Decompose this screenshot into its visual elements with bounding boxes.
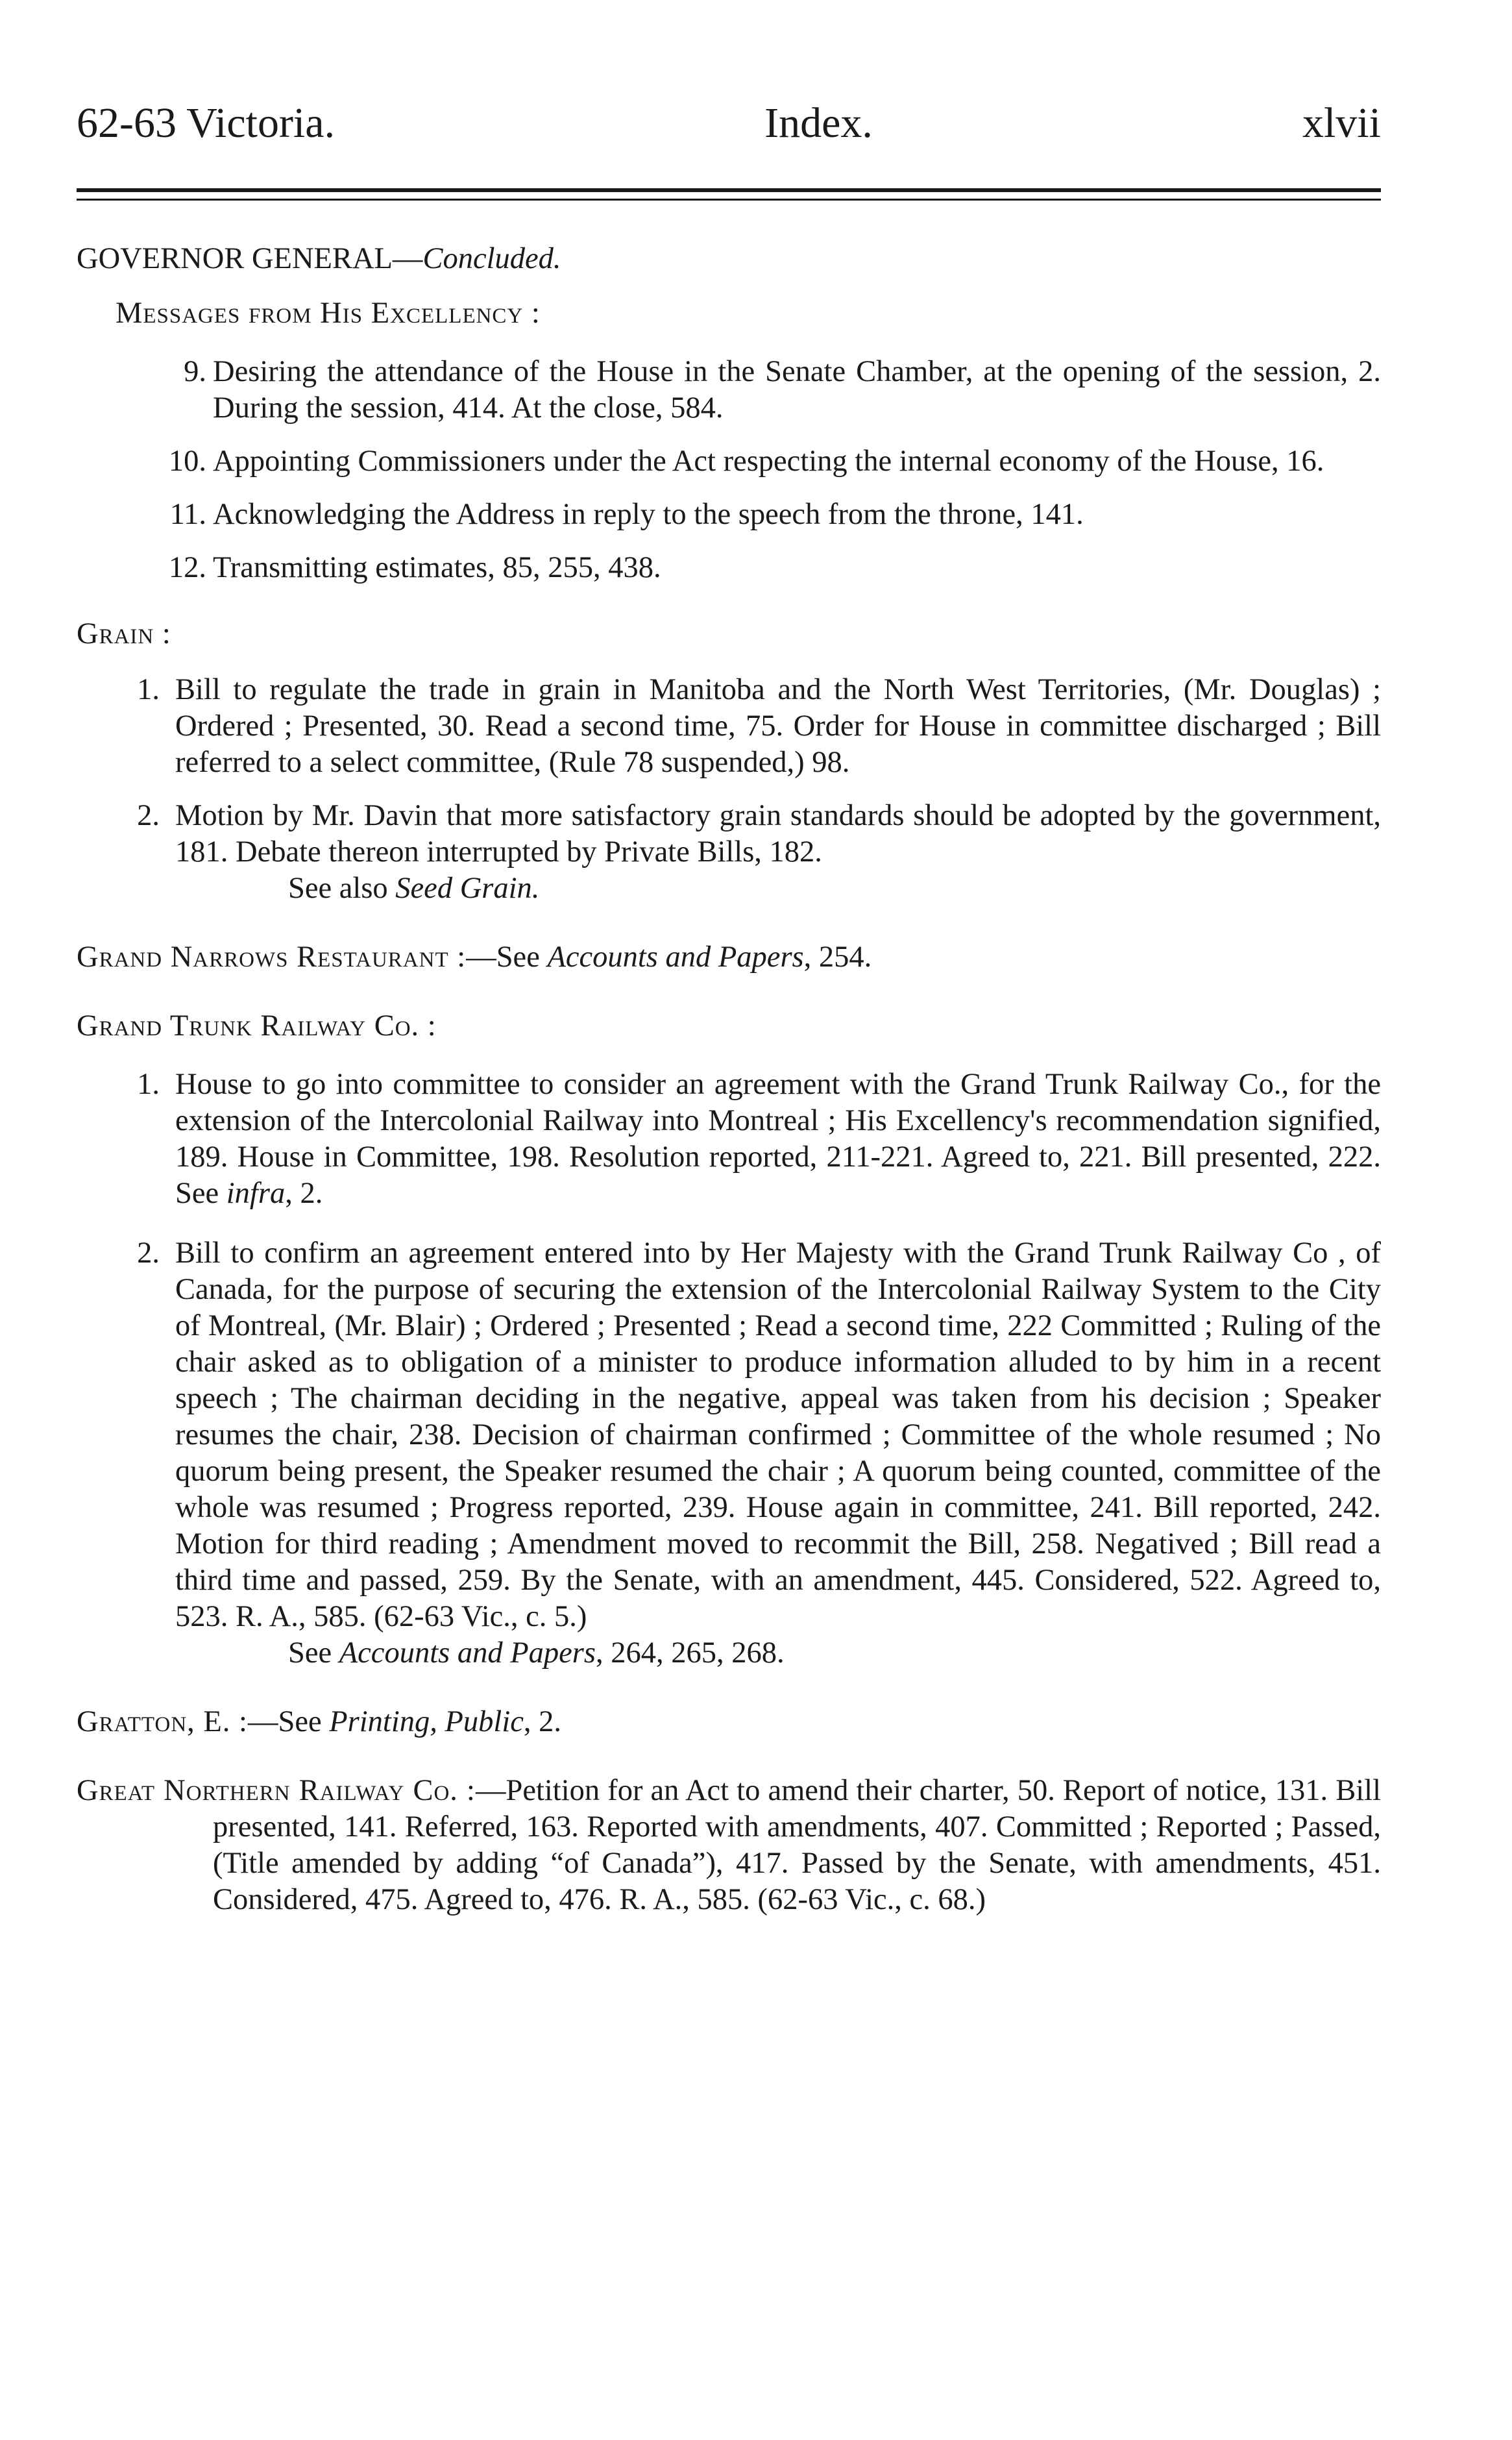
index-page (77, 97, 1381, 1918)
cross-reference: Printing, Public (329, 1705, 524, 1738)
cross-reference: Accounts and Papers (339, 1636, 596, 1670)
header-section: Index. (764, 99, 873, 147)
list-item: 2. Motion by Mr. Davin that more satisfactory grain standards should be adopted by the government, 181. Debate thereon interrupted by Private Bills, 182. (137, 799, 1381, 869)
list-item: 9. Desiring the attendance of the House in the Senate Chamber, at the opening of the session, 2. During the session, 414. At the close, 584. (184, 355, 1381, 425)
entry-heading: Grand Narrows Restaurant : (77, 941, 467, 974)
entry-heading: Great Northern Railway Co. : (77, 1774, 476, 1807)
entry-heading: Grand Trunk Railway Co. : (77, 1009, 437, 1042)
entry-gratton: Gratton, E. :—See Printing, Public, 2. (77, 1705, 562, 1738)
header-rule-thick (77, 188, 1381, 192)
list-item: 1. House to go into committee to consider an agreement with the Grand Trunk Railway Co., for the extension of the Intercolonial Railway into Montreal ; His Excellency's recommendation signified, 189. House in Committee, 198. Resolution reported, 211-221. Agreed to, 221. Bill presented, 222. See infra, 2. (137, 1068, 1381, 1210)
entry-grand-narrows-restaurant: Grand Narrows Restaurant :—See Accounts and Papers, 254. (77, 941, 872, 974)
header-rule-thin (77, 199, 1381, 201)
entry-heading: GOVERNOR GENERAL—Concluded. (77, 242, 561, 275)
header-volume: 62-63 Victoria. (77, 99, 335, 147)
entry-great-northern-railway: Great Northern Railway Co. :—Petition for an Act to amend their charter, 50. Report of notice, 131. Bill presented, 141. Referred, 163. Reported with amendments, 407. Committed ; Reported ; Passed, (Title amended by adding “of Canada”), 417. Passed by the Senate, with amendments, 451. Considered, 475. Agreed to, 476. R. A., 585. (62-63 Vic., c. 68.) (77, 1774, 1381, 1916)
list-item: 10. Appointing Commissioners under the Act respecting the internal economy of the House, 16. (168, 445, 1324, 478)
entry-heading: Grain : (77, 617, 171, 650)
list-item: 1. Bill to regulate the trade in grain in Manitoba and the North West Territories, (Mr. Douglas) ; Ordered ; Presented, 30. Read a second time, 75. Order for House in committee discharged ; Bill referred to a select committee, (Rule 78 suspended,) 98. (137, 673, 1381, 779)
entry-heading: Gratton, E. : (77, 1705, 248, 1738)
list-item: 12. Transmitting estimates, 85, 255, 438. (168, 551, 661, 584)
header-page-number: xlvii (1302, 99, 1381, 147)
subheading-messages: Messages from His Excellency : (116, 297, 541, 330)
list-item: 11. Acknowledging the Address in reply to the speech from the throne, 141. (169, 498, 1084, 531)
cross-reference: Seed Grain. (395, 872, 540, 905)
entry-governor-general (77, 241, 1381, 586)
running-head (77, 97, 1381, 149)
entry-grain (77, 616, 1381, 907)
cross-reference: Accounts and Papers (547, 941, 804, 974)
entry-grand-trunk-railway (77, 1008, 1381, 1671)
see-also: See also Seed Grain. (288, 872, 540, 905)
see-also: See Accounts and Papers, 264, 265, 268. (288, 1636, 785, 1670)
list-item: 2. Bill to confirm an agreement entered into by Her Majesty with the Grand Trunk Railway Co , of Canada, for the purpose of securing the extension of the Intercolonial Railway System to the City of Montreal, (Mr. Blair) ; Ordered ; Presented ; Read a second time, 222 Committed ; Ruling of the chair asked as to obligation of a minister to produce information alluded to by him in a recent speech ; The chairman deciding in the negative, appeal was taken from his decision ; Speaker resumes the chair, 238. Decision of chairman confirmed ; Committee of the whole resumed ; No quorum being present, the Speaker resumed the chair ; A quorum being counted, committee of the whole was resumed ; Progress reported, 239. House again in committee, 241. Bill reported, 242. Motion for third reading ; Amendment moved to recommit the Bill, 258. Negatived ; Bill read a third time and passed, 259. By the Senate, with an amendment, 445. Considered, 522. Agreed to, 523. R. A., 585. (62-63 Vic., c. 5.) (137, 1237, 1381, 1633)
